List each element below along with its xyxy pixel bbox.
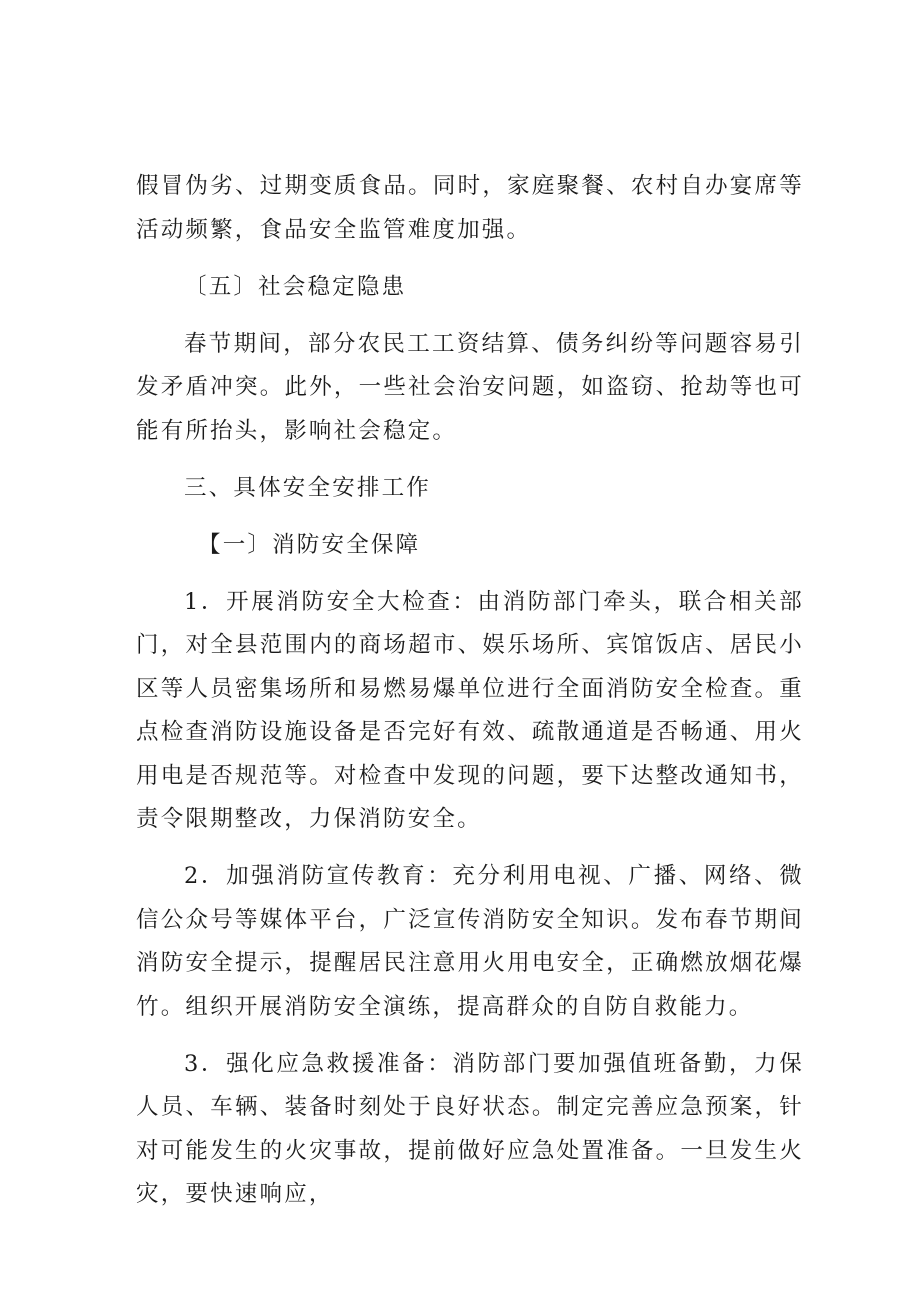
section-heading-safety-arrangements: 三、具体安全安排工作 <box>184 474 432 501</box>
paragraph-food-safety-continued: 假冒伪劣、过期变质食品。同时，家庭聚餐、农村自办宴席等活动频繁，食品安全监管难度加强。 <box>136 173 804 243</box>
paragraph-fire-inspection: 1．开展消防安全大检查：由消防部门牵头，联合相关部门，对全县范围内的商场超市、娱乐场所、宾馆饭店、居民小区等人员密集场所和易燃易爆单位进行全面消防安全检查。重点检查消防设施设备是否完好有效、疏散通道是否畅通、用火用电是否规范等。对检查中发现的问题，要下达整改通知书，责令限期整改，力保消防安全。 <box>136 588 804 832</box>
subsection-heading-fire-safety: 【一〕消防安全保障 <box>198 531 421 558</box>
section-heading-social-stability: 〔五〕社会稳定隐患 <box>184 273 407 300</box>
paragraph-emergency-rescue: 3．强化应急救援准备：消防部门要加强值班备勤，力保人员、车辆、装备时刻处于良好状态。制定完善应急预案，针对可能发生的火灾事故，提前做好应急处置准备。一旦发生火灾，要快速响应， <box>136 1050 804 1207</box>
paragraph-fire-education: 2．加强消防宣传教育：充分利用电视、广播、网络、微信公众号等媒体平台，广泛宣传消防安全知识。发布春节期间消防安全提示，提醒居民注意用火用电安全，正确燃放烟花爆竹。组织开展消防安全演练，提高群众的自防自救能力。 <box>136 863 804 1020</box>
paragraph-social-stability: 春节期间，部分农民工工资结算、债务纠纷等问题容易引发矛盾冲突。此外，一些社会治安问题，如盗窃、抢劫等也可能有所抬头，影响社会稳定。 <box>136 330 804 444</box>
document-body <box>136 165 804 1230</box>
